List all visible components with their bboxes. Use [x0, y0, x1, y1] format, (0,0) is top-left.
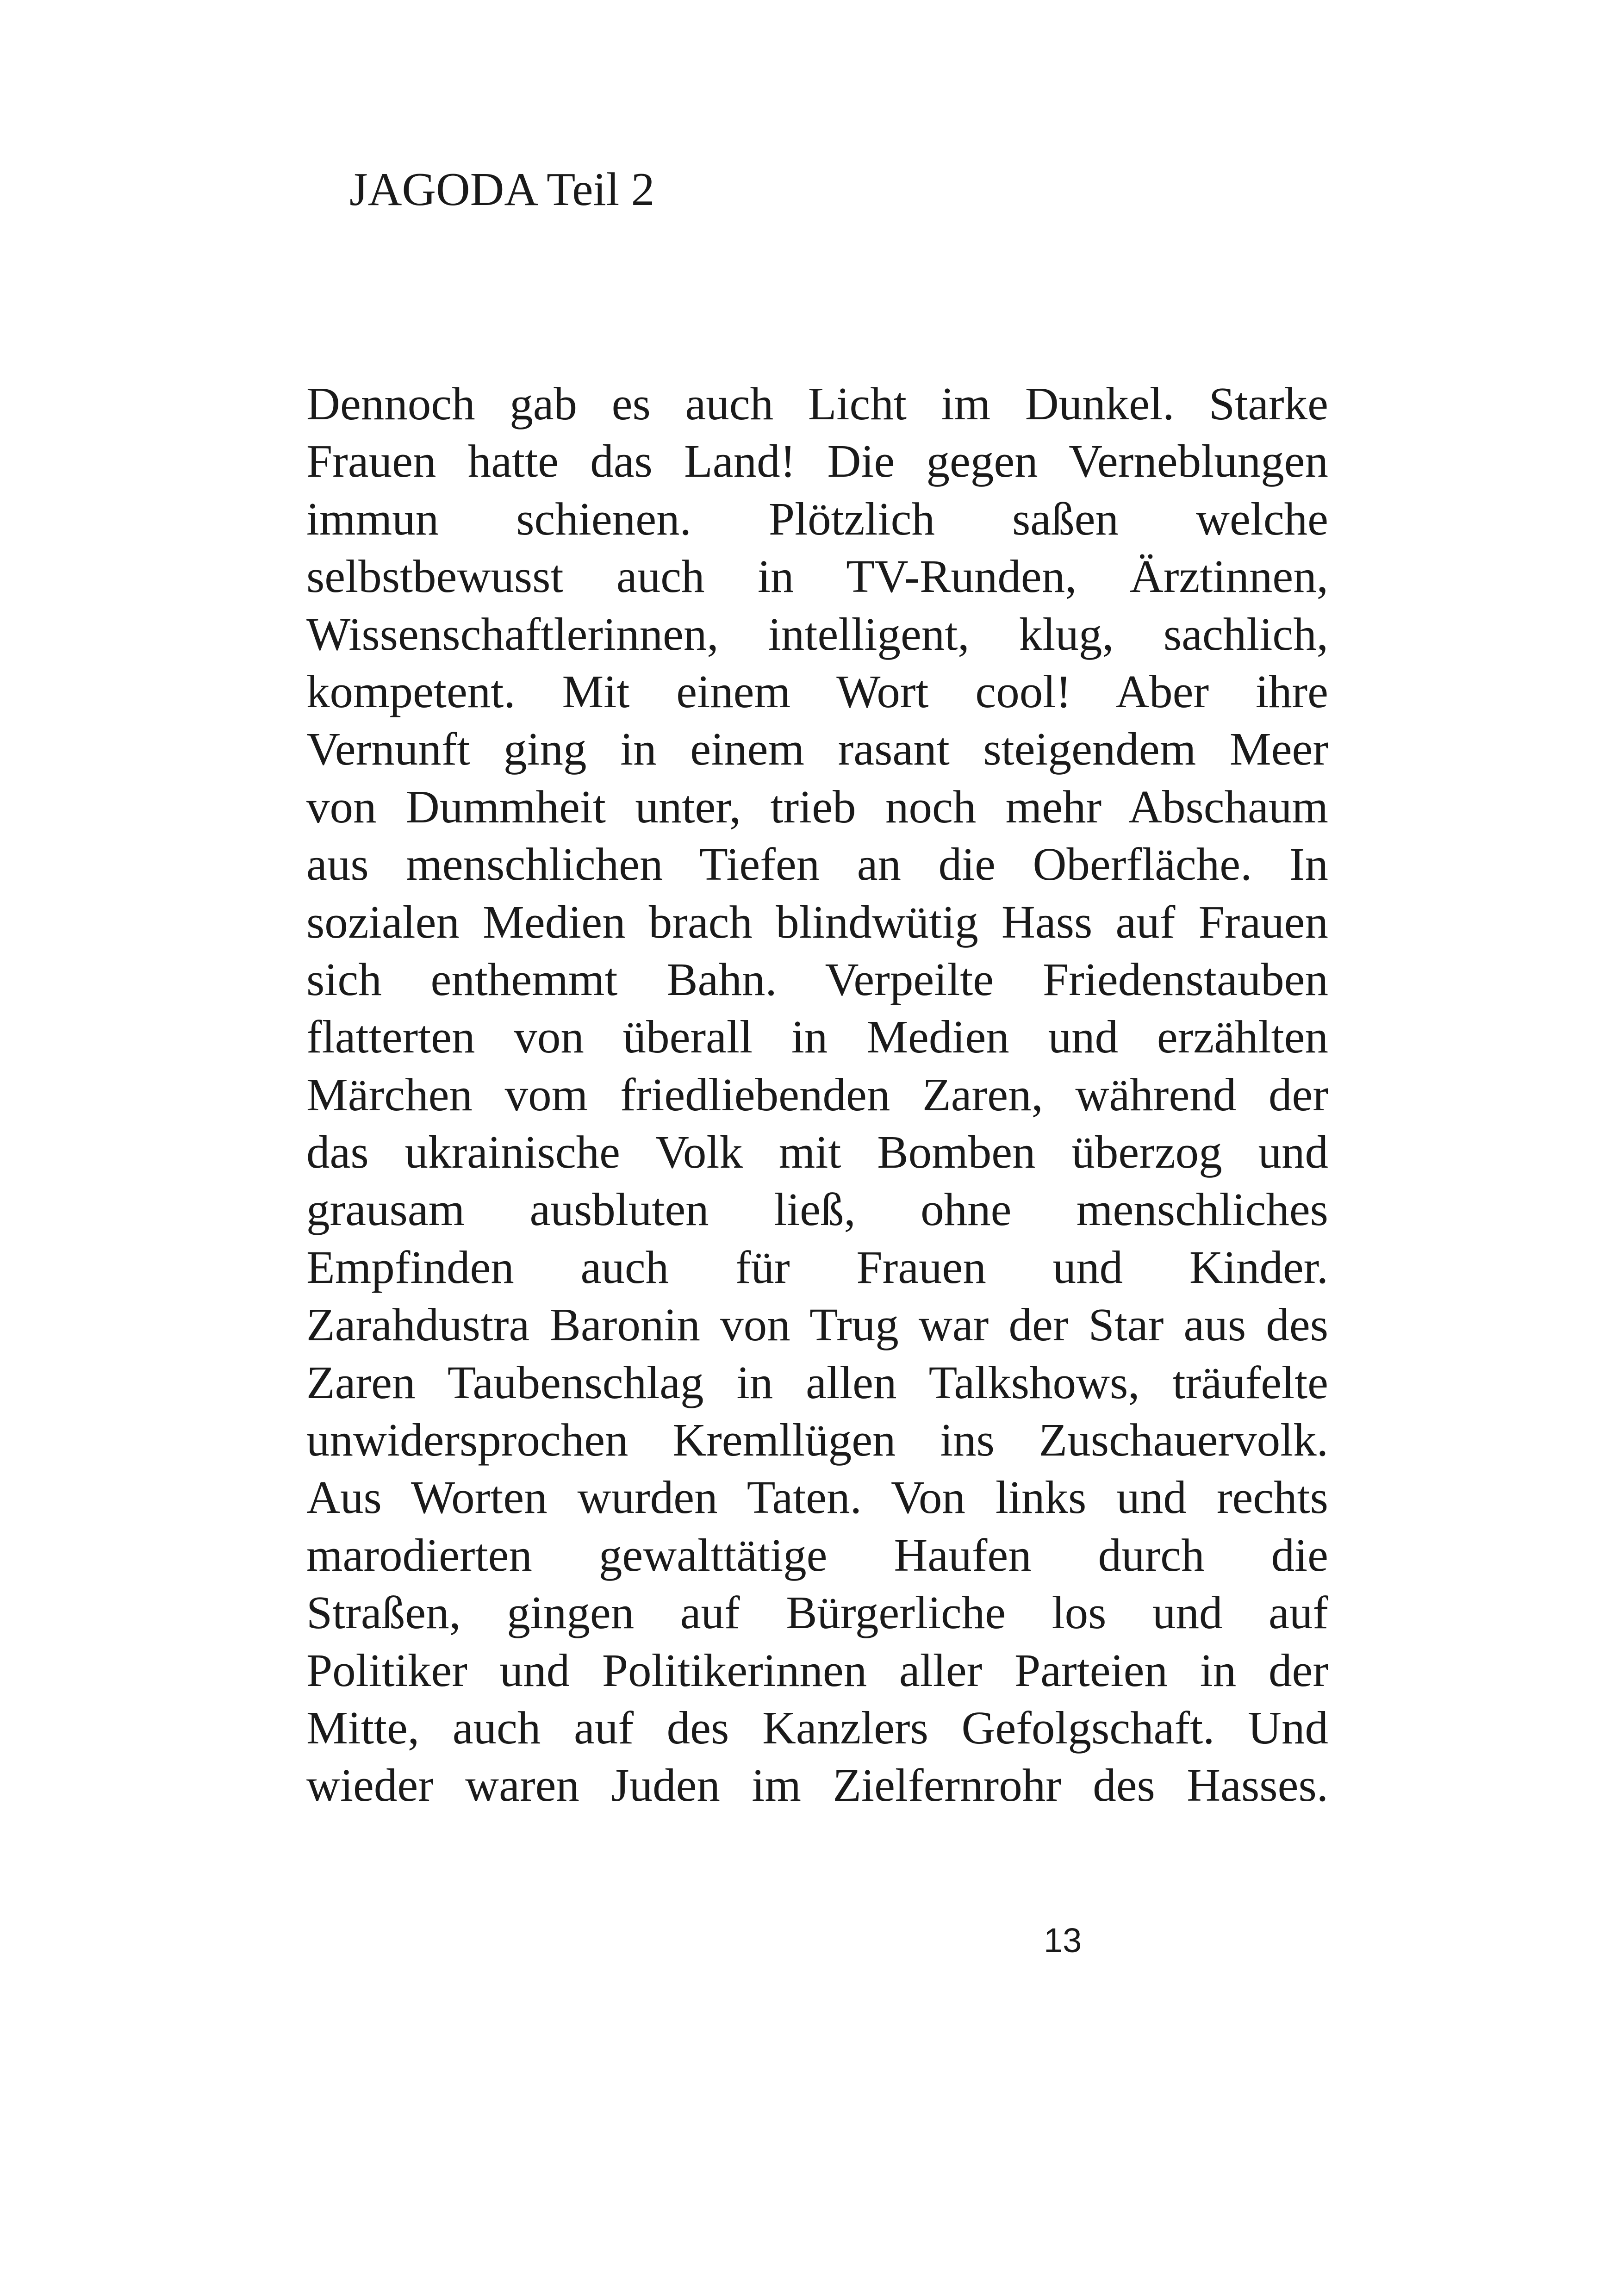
text-line: Aus Worten wurden Taten. Von links und rechts	[306, 1471, 1328, 1524]
text-line: Frauen hatte das Land! Die gegen Verneblungen	[306, 435, 1328, 487]
text-line: Vernunft ging in einem rasant steigendem Meer	[306, 723, 1328, 775]
text-line: Märchen vom friedliebenden Zaren, während der	[306, 1068, 1328, 1120]
text-line: Empfinden auch für Frauen und Kinder.	[306, 1241, 1328, 1293]
body-paragraph	[306, 375, 1328, 1814]
text-line: sich enthemmt Bahn. Verpeilte Friedenstauben	[306, 953, 1328, 1005]
text-line: von Dummheit unter, trieb noch mehr Abschaum	[306, 780, 1328, 833]
text-line: Zarahdustra Baronin von Trug war der Star aus des	[306, 1299, 1328, 1351]
text-line: Zaren Taubenschlag in allen Talkshows, träufelte	[306, 1356, 1328, 1408]
text-line: grausam ausbluten ließ, ohne menschliches	[306, 1183, 1328, 1236]
text-line: aus menschlichen Tiefen an die Oberfläche. In	[306, 838, 1328, 890]
text-line: flatterten von überall in Medien und erzählten	[306, 1011, 1328, 1063]
text-line: marodierten gewalttätige Haufen durch die	[306, 1529, 1328, 1581]
text-line: Mitte, auch auf des Kanzlers Gefolgschaft. Und	[306, 1701, 1328, 1754]
text-line: Straßen, gingen auf Bürgerliche los und auf	[306, 1587, 1328, 1639]
text-line: unwidersprochen Kremllügen ins Zuschauervolk.	[306, 1414, 1328, 1466]
page-number: 13	[1044, 1921, 1082, 1960]
text-line: sozialen Medien brach blindwütig Hass auf Frauen	[306, 896, 1328, 948]
text-line: das ukrainische Volk mit Bomben überzog und	[306, 1126, 1328, 1178]
text-line: kompetent. Mit einem Wort cool! Aber ihre	[306, 665, 1328, 717]
text-line: wieder waren Juden im Zielfernrohr des Hasses.	[306, 1759, 1328, 1811]
running-header: JAGODA Teil 2	[349, 163, 655, 216]
text-line: Wissenschaftlerinnen, intelligent, klug, sachlich,	[306, 608, 1328, 660]
text-line: immun schienen. Plötzlich saßen welche	[306, 492, 1328, 545]
text-line: Politiker und Politikerinnen aller Parteien in der	[306, 1644, 1328, 1696]
text-line: Dennoch gab es auch Licht im Dunkel. Starke	[306, 378, 1328, 429]
text-line: selbstbewusst auch in TV-Runden, Ärztinnen,	[306, 550, 1328, 603]
